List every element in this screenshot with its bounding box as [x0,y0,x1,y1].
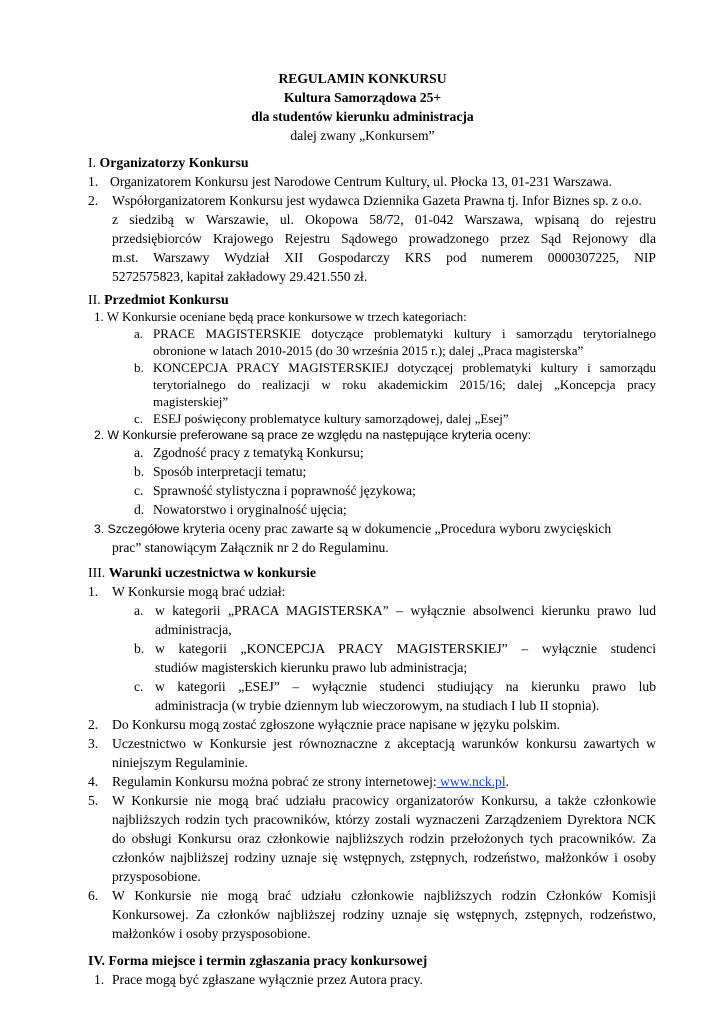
item-line: Uczestnictwo w Konkursie jest równoznaczne z akceptacją warunków konkursu zawartych w [112,736,656,751]
item-line: Współorganizatorem Konkursu jest wydawca Dziennika Gazeta Prawna tj. Infor Biznes sp. z o.o. [112,193,642,208]
section-number: II. [88,292,101,307]
item-line: W Konkursie mogą brać udział: [112,584,286,599]
section-1-heading [88,153,249,172]
paragraph-lead: Szczegółowe [107,522,180,536]
item-number: 1. [88,174,99,189]
item-letter: c. [134,679,144,694]
item-line: w kategorii „KONCEPCJA PRACY MAGISTERSKIEJ” – wyłącznie studenci [155,641,656,656]
item-line: KONCEPCJA PRACY MAGISTERSKIEJ dotyczącej problematyki kultury i samorządu [153,360,656,375]
criterion-text: Sprawność stylistyczna i poprawność językowa; [153,483,416,498]
item-letter: b. [134,464,145,479]
item-number: 2. [88,193,99,208]
item-line: niniejszym Regulaminie. [112,755,248,770]
item-number: 5. [88,793,99,808]
item-line: W Konkursie nie mogą brać udziału członkowie najbliższych rodzin Członków Komisji [112,888,656,903]
item-line: administracja, [155,622,232,637]
item-letter: c. [134,411,144,426]
document-header [0,69,725,145]
item-line: Konkursowej. Za członków najbliższej rodziny uznaje się wstępnych, zstępnych, rodzeństwo, [112,907,656,922]
item-line: obronione w latach 2010-2015 (do 30 września 2015 r.); dalej „Praca magisterska” [153,343,584,358]
item-letter: a. [134,445,144,460]
item-line: Do Konkursu mogą zostać zgłoszone wyłącznie prace napisane w języku polskim. [112,717,561,732]
item-line: ESEJ poświęcony problematyce kultury samorządowej, dalej „Esej” [153,411,509,426]
section-number: III. [88,565,106,580]
item-line: członków najbliższej rodziny uznaje się wstępnych, zstępnych, rodzeństwo, małżonków i osoby [112,850,656,865]
item-text: Organizatorem Konkursu jest Narodowe Centrum Kultury, ul. Płocka 13, 01-231 Warszawa. [110,174,612,189]
item-text: Regulamin Konkursu można pobrać ze strony internetowej: [112,774,437,789]
item-line: m.st. Warszawy Wydział XII Gospodarczy KRS pod numerem 0000307225, NIP [112,250,656,265]
item-line: terytorialnego do realizacji w roku akademickim 2015/16; dalej „Koncepcja pracy [153,377,656,392]
item-text: . [505,774,510,789]
item-number: 6. [88,888,99,903]
item-letter: b. [134,641,145,656]
contest-alias: dalej zwany „Konkursem” [290,128,435,143]
document-title: REGULAMIN KONKURSU [278,71,447,86]
item-line [112,772,656,791]
item-line: Prace mogą być zgłaszane wyłącznie przez Autora pracy. [112,972,423,987]
criterion-text: Zgodność pracy z tematyką Konkursu; [153,445,364,460]
item-line: PRACE MAGISTERSKIE dotyczące problematyki kultury i samorządu terytorialnego [153,326,656,341]
item-line: z siedzibą w Warszawie, ul. Okopowa 58/72, 01-042 Warszawa, wpisaną do rejestru [112,212,656,227]
item-letter: a. [134,326,144,341]
item-line: administracja (w trybie dziennym lub wieczorowym, na studiach I lub II stopnia). [155,698,600,713]
section-title: Organizatorzy Konkursu [99,155,249,170]
item-number: 4. [88,774,99,789]
section-3-heading [88,563,316,582]
section-4-heading [88,951,427,970]
item-line: magisterskiej” [153,394,229,409]
item-number: 3. [88,736,99,751]
contest-name: Kultura Samorządowa 25+ [283,90,442,105]
item-letter: d. [134,502,145,517]
contest-audience: dla studentów kierunku administracja [251,109,474,124]
item-line: w kategorii „PRACA MAGISTERSKA” – wyłącznie absolwenci kierunku prawo lud [155,603,656,618]
section-title: IV. Forma miejsce i termin zgłaszania pracy konkursowej [88,953,428,968]
criterion-text: Nowatorstwo i oryginalność ujęcia; [153,502,347,517]
item-line: do obsługi Konkursu oraz członkowie najbliższych rodzin przełożonych tych pracowników. Za [112,831,656,846]
item-line: w kategorii „ESEJ” – wyłącznie studenci studiujący na kierunku prawo lub [155,679,656,694]
item-number: 1. [94,972,105,987]
paragraph: 1. W Konkursie oceniane będą prace konkursowe w trzech kategoriach: [94,309,467,324]
section-title: Warunki uczestnictwa w konkursie [108,565,317,580]
nck-website-link[interactable]: www.nck.pl [436,774,506,789]
item-number: 3. [94,522,105,536]
item-number: 1. [88,584,99,599]
paragraph-text: kryteria oceny prac zawarte są w dokumencie „Procedura wyboru zwycięskich [179,521,612,536]
item-letter: a. [134,603,144,618]
criterion-text: Sposób interpretacji tematu; [153,464,307,479]
item-number: 2. [88,717,99,732]
item-line: przedsiębiorców Krajowego Rejestru Sądowego prowadzonego przez Sąd Rejonowy dla [112,231,656,246]
item-line: najbliższych rodzin tych pracowników, którzy zostali wyznaczeni Zarządzeniem Dyrektora NCK [112,812,656,827]
item-letter: b. [134,360,144,375]
paragraph: 2. W Konkursie preferowane są prace ze względu na następujące kryteria oceny: [94,428,531,442]
item-line: 5272575823, kapitał zakładowy 29.421.550 zł. [112,269,368,284]
item-line: przysposobione. [112,869,201,884]
section-title: Przedmiot Konkursu [104,292,229,307]
item-line: W Konkursie nie mogą brać udziału pracowicy organizatorów Konkursu, a także członkowie [112,793,656,808]
paragraph [94,519,656,539]
section-number: I. [88,155,97,170]
item-line: prac” stanowiącym Załącznik nr 2 do Regulaminu. [112,540,389,555]
item-line: małżonków i osoby przysposobione. [112,926,311,941]
item-line: studiów magisterskich kierunku prawo lub administracja; [155,660,468,675]
item-letter: c. [134,483,144,498]
